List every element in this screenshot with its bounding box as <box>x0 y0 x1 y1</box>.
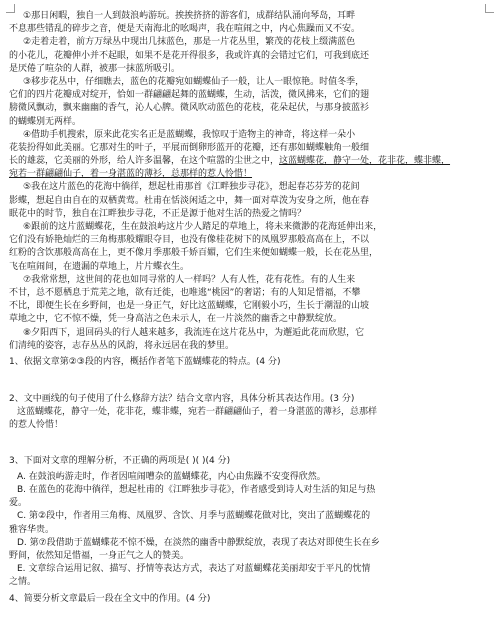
passage-line: 的蝴蝶别无两样。 <box>9 116 82 127</box>
question-3-option-d: D. 第⑦段借助于蓝蝴蝶花不惊不燥，在淡然的幽香中静默绽放，表现了表达对即使生长在乡 <box>17 537 380 548</box>
passage-line: 是厌倦了喧杂的人群，被那一抹蓝所吸引。 <box>9 63 181 74</box>
passage-line: ①那日闲暇，独自一人到鼓浪屿游玩。挨挨挤挤的游客们，成群结队涌向琴岛，耳畔 <box>23 11 356 21</box>
question-3-option-c: C. 第②段中，作者用三角梅、凤凰罗、含饮、月季与蓝蝴蝶花做对比，突出了蓝蝴蝶花的 <box>17 511 371 522</box>
passage-line: ⑤我在这片蓝色的花海中徜徉，想起杜甫那首《江畔独步寻花》，想起春芯芬芳的花间 <box>23 182 360 193</box>
question-2-prompt: 2、文中画线的句子使用了什么修辞方法？结合文章内容，具体分析其表达作用。(3 分) <box>9 394 355 405</box>
question-2 <box>9 393 493 433</box>
question-3-option-c-cont: 雅容华贵。 <box>9 524 55 535</box>
passage-line: 不比，即便生长在乡野间，也是一身正气，好比这蓝蝴蝶，它刚毅小巧，生长于潮湿的山坡 <box>9 301 370 312</box>
exam-content <box>9 10 493 606</box>
passage-line: 草地之中，它不惊不燥，凭一身高洁之色未示人，在一片淡然的幽香之中静默绽放。 <box>9 314 343 325</box>
underlined-sentence-part-1: 这蓝蝴蝶花，静守一处，花非花，蝶非蝶， <box>279 156 451 167</box>
question-3-option-b-cont: 爱。 <box>9 498 28 509</box>
passage-line: 飞在喧闹间，在遗漏的草地上，片片蝶衣生。 <box>9 261 190 272</box>
question-3-option-b: B. 在蓝色的花海中徜徉，想起杜甫的《江畔独步寻花》，作者感受到诗人对生活的知足与热 <box>17 485 376 495</box>
passage-line: 不息那些错乱的碎步之音，便是天南海北的吆喝声，我在喧闹之中，内心焦躁而又不安。 <box>9 24 361 35</box>
passage-line: ③移步花丛中，仔细瞧去，蓝色的花瓣宛如蝴蝶仙子一般，让人一眼惊艳。时值冬季， <box>23 76 365 87</box>
passage-line: 它们的四片花瓣成对绽开，恰如一群翩翩起舞的蓝蝴蝶，生动，活泼，微风拂来，它们的翅 <box>9 90 370 101</box>
question-3-option-e: E. 文章综合运用记叙、描写、抒情等表达方式，表达了对蓝蝴蝶花美丽却安于平凡的忱情 <box>17 564 371 575</box>
passage-line: 花装扮得如此美丽。它那对生的叶子，平展而倒卵形蓝开的花瓣，还有那如蝴蝶触角一般细 <box>9 142 370 153</box>
passage-line: 膀微风飘动，飘来幽幽的香气，沁人心脾。微风吹动蓝色的花枝，花朵起伏，与那身披蓝衫 <box>9 103 370 114</box>
passage-line: 影蝶，想起自由自在的双栖黄莺。杜甫在恬淡闲适之中，舞一面对草泼为安身之所，他在春 <box>9 195 370 206</box>
question-1-prompt: 1、依据文章第②③段的内容，概括作者笔下蓝蝴蝶花的特点。(4 分) <box>9 356 281 367</box>
question-3-option-e-cont: 之情。 <box>9 577 37 588</box>
passage-line: 的小花儿，花瓣伸小并不起眼，如果不是花开得很多，我或许真的会错过它们，可我到底还 <box>9 50 370 61</box>
passage-line-with-underline <box>9 155 493 168</box>
passage-line: ⑥跟前的这片蓝蝴蝶花，生在鼓浪屿这片少人踏足的草地上，将未来微渺的花海延伸出来， <box>23 222 383 232</box>
question-2-quoted-sentence: 的惹人怜惜！ <box>9 420 64 431</box>
passage-line: 们清纯的姿容，志存丛丛的风韵，将永远居在我的梦里。 <box>9 340 235 351</box>
passage-line: 红粉的含饮那般高高在上，更不像月季那般千娇百媚，它们生来便如蝴蝶一般，长在花丛里， <box>9 248 379 259</box>
passage-line-text: 长的雄蕊，它美丽的外形，给人许多温馨，在这个喧嚣的尘世之中， <box>9 156 280 167</box>
passage-line: ⑧夕阳西下，退回码头的行人越来越多，我流连在这片花丛中，为邂逅此花而欣慰，它 <box>23 327 365 338</box>
passage-line: ⑦我常常想，这世间的花也如同寻常的人一样吗？人有人性，花有花性。有的人生来 <box>23 274 356 285</box>
question-4 <box>9 593 493 606</box>
question-3-prompt: 3、下面对文章的理解分析，不正确的两项是( )( )(4 分) <box>9 455 231 466</box>
question-3-option-d-cont: 野间，依然知足惜福，一身正气之人的赞美。 <box>9 550 190 561</box>
question-1 <box>9 356 493 369</box>
underlined-sentence-part-2: 宛若一群翩翩仙子，着一身湛蓝的薄衫，总那样的惹人怜惜！ <box>9 169 253 180</box>
passage-line: ④借助手机搜索，原来此花实名正是蓝蝴蝶，我惊叹于造物主的神奇，将这样一朵小 <box>23 129 356 140</box>
reading-passage <box>9 10 493 353</box>
question-3-option-a: A. 在鼓浪屿游走时，作者因喧闹嘈杂的蓝蝴蝶花，内心由焦躁不安变得欣然。 <box>17 471 326 482</box>
passage-line-with-underline <box>9 168 493 181</box>
passage-line: ②走着走着，前方万绿丛中现出几抹蓝色，那是一片花丛里，繁茂的花枝上缀满蓝色 <box>23 37 356 48</box>
passage-line: 它们没有娇艳灿烂的三角梅那般耀眼夺目，也没有像桂花树下的凤凰罗那般高高在上，不以 <box>9 235 370 246</box>
question-3 <box>9 455 493 590</box>
question-4-prompt: 4、简要分析文章最后一段在全文中的作用。(4 分) <box>9 593 211 604</box>
question-2-quoted-sentence: 这蓝蝴蝶花，静守一处，花非花，蝶非蝶，宛若一群翩翩仙子，着一身湛蓝的薄衫，总那样 <box>17 407 378 418</box>
passage-line: 不甘，总不愿栖息于荒芜之地，欲有迁徙，也唯逃“桃园”的奢诺；有的人知足惜福，不攀 <box>9 287 361 298</box>
passage-line: 眠花中的时节，独自在江畔独步寻花，不正是源于他对生活的热爱之情吗？ <box>9 208 307 219</box>
